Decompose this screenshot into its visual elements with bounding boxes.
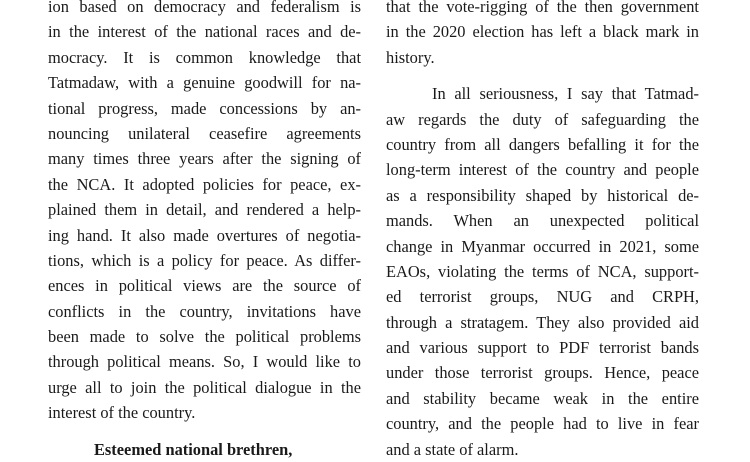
- text-line: In all seriousness, I say that Tatmad-: [432, 84, 699, 104]
- text-line: in the 2020 election has left a black mark in: [386, 22, 699, 42]
- right-column: [386, 0, 699, 462]
- text-line: ion based on democracy and federalism is: [48, 0, 361, 16]
- text-line: the NCA. It adopted policies for peace, ex-: [48, 174, 361, 194]
- text-line: mocracy. It is common knowledge that: [48, 47, 361, 67]
- text-line: urge all to join the political dialogue in the: [48, 377, 361, 397]
- text-line: Tatmadaw, with a genuine goodwill for na-: [48, 73, 361, 93]
- text-line: long-term interest of the country and people: [386, 160, 699, 180]
- text-line: that the vote-rigging of the then government: [386, 0, 699, 16]
- text-line: and a state of alarm.: [386, 439, 519, 459]
- text-line: conflicts in the country, invitations have: [48, 301, 361, 321]
- right-paragraph-vote-rigging: [386, 0, 699, 70]
- text-line: change in Myanmar occurred in 2021, some: [386, 236, 699, 256]
- text-line: country, and the people had to live in fear: [386, 414, 699, 434]
- text-line: through political means. So, I would like to: [48, 352, 361, 372]
- text-line: aw regards the duty of safeguarding the: [386, 109, 699, 129]
- right-paragraph-tatmadaw-safeguarding: [386, 81, 699, 462]
- text-line: EAOs, violating the terms of NCA, support-: [386, 261, 699, 281]
- text-line: mands. When an unexpected political: [386, 211, 699, 231]
- section-heading-esteemed-national-brethren: Esteemed national brethren,: [94, 439, 293, 459]
- text-line: as a responsibility shaped by historical de-: [386, 185, 699, 205]
- text-line: under those terrorist groups. Hence, peace: [386, 363, 699, 383]
- left-paragraph-democracy-federalism: [48, 0, 361, 426]
- text-line: country from all dangers befalling it for the: [386, 134, 699, 154]
- text-line: been made to solve the political problems: [48, 327, 361, 347]
- text-line: through a stratagem. They also provided aid: [386, 312, 699, 332]
- text-line: tions, which is a policy for peace. As differ-: [48, 250, 361, 270]
- text-line: tional progress, made concessions by an-: [48, 98, 361, 118]
- text-line: and stability became weak in the entire: [386, 388, 699, 408]
- text-line: plained them in detail, and rendered a help-: [48, 200, 361, 220]
- text-line: ing hand. It also made overtures of negotia-: [48, 225, 361, 245]
- text-line: ed terrorist groups, NUG and CRPH,: [386, 287, 699, 307]
- text-line: and various support to PDF terrorist bands: [386, 338, 699, 358]
- left-column: [48, 0, 361, 462]
- paragraph-gap: [48, 426, 361, 437]
- text-line: many times three years after the signing of: [48, 149, 361, 169]
- text-line: history.: [386, 47, 435, 67]
- text-line: ences in political views are the source of: [48, 276, 361, 296]
- paragraph-gap: [386, 70, 699, 81]
- text-line: nouncing unilateral ceasefire agreements: [48, 123, 361, 143]
- text-line: interest of the country.: [48, 403, 196, 423]
- text-line: in the interest of the national races and de-: [48, 22, 361, 42]
